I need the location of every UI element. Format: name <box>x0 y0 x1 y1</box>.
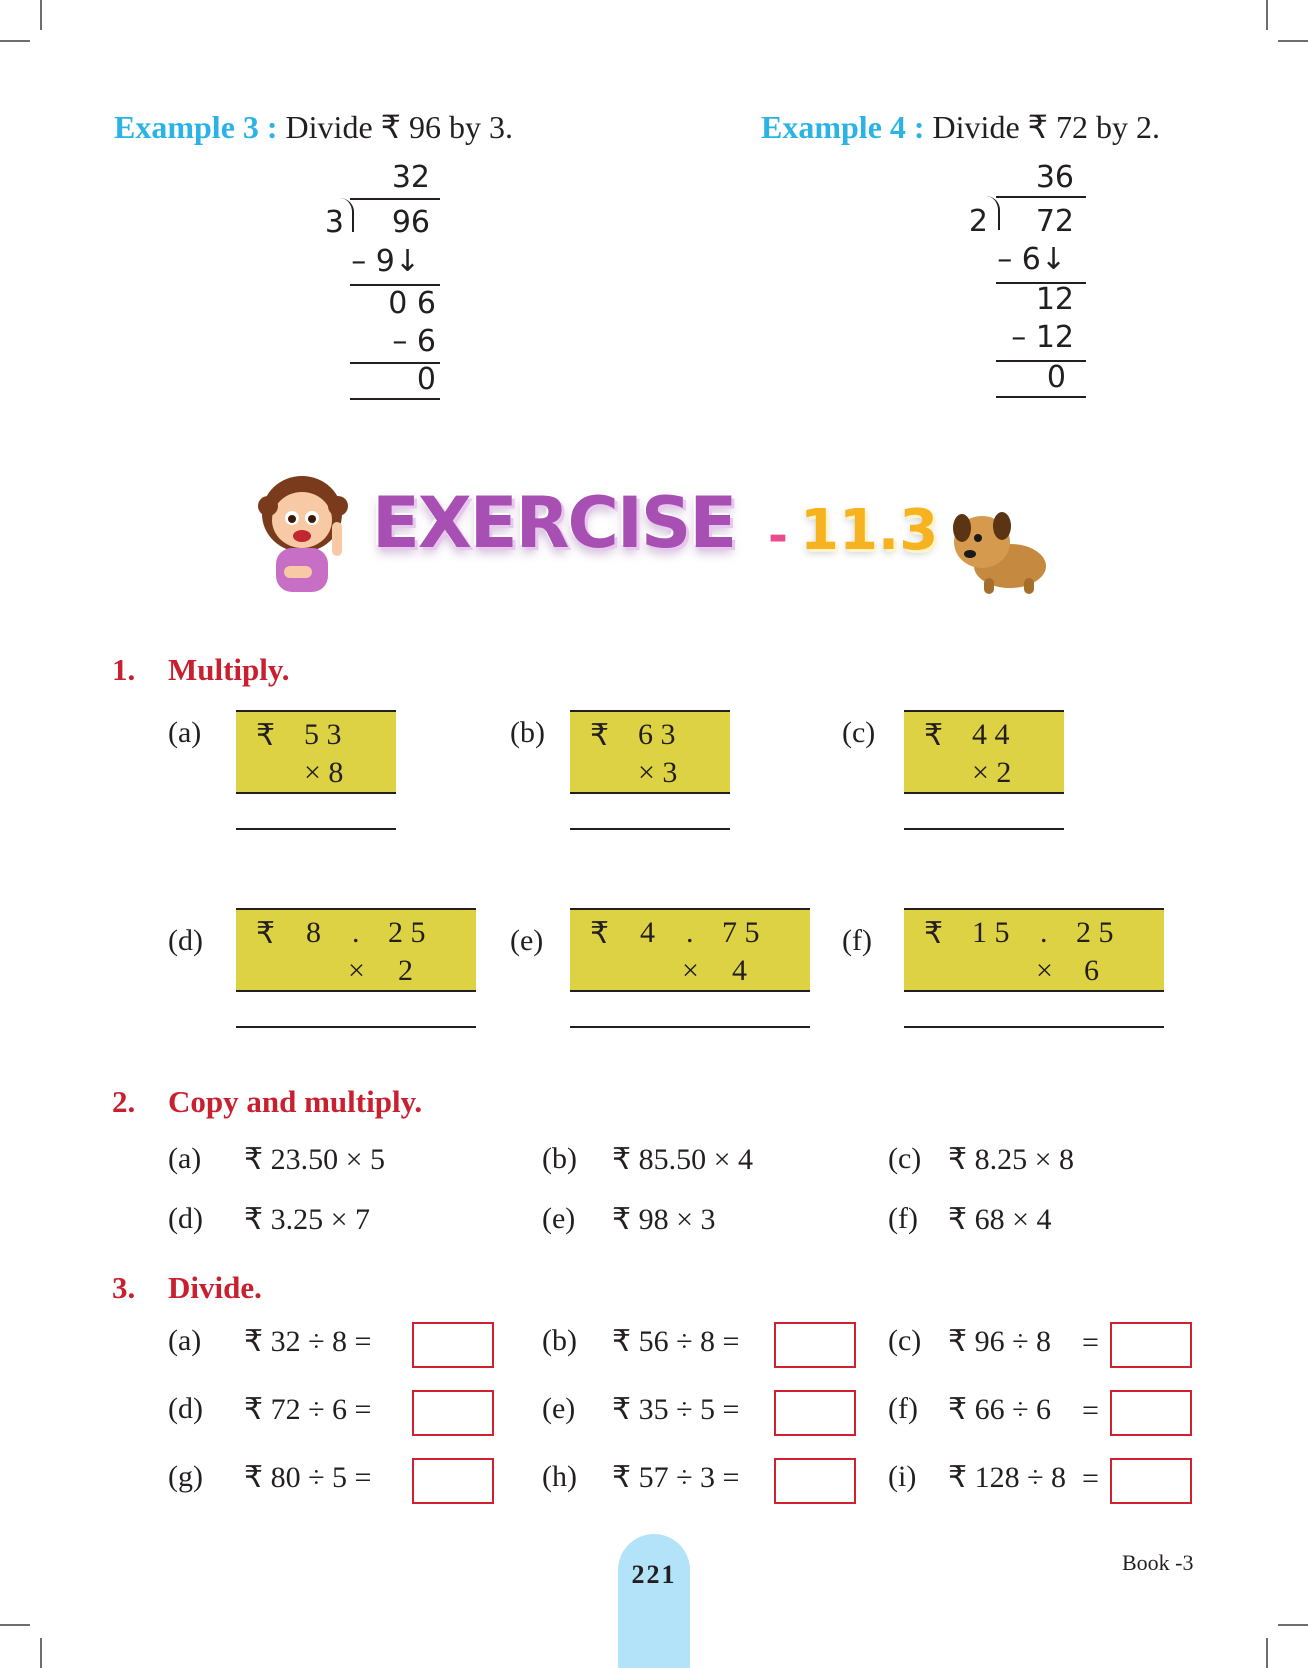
multiplier: 2 <box>398 954 413 987</box>
crop-mark <box>40 0 42 30</box>
question-2-title: Copy and multiply. <box>168 1084 423 1119</box>
question-3-title: Divide. <box>168 1270 262 1305</box>
multiply-box-c <box>904 710 1064 794</box>
rule <box>350 398 440 400</box>
fraction-part: 2 5 <box>1076 916 1114 949</box>
expression: ₹ 3.25 × 7 <box>244 1203 371 1236</box>
expression: ₹ 80 ÷ 5 = <box>244 1461 372 1494</box>
multiply-box-b <box>570 710 730 794</box>
rupee-symbol: ₹ <box>590 917 610 950</box>
exercise-number: 11.3 <box>800 498 939 563</box>
rupee-symbol: ₹ <box>256 719 276 752</box>
question-1-number: 1. <box>112 652 136 687</box>
example-3-title <box>114 108 513 146</box>
expression: ₹ 68 × 4 <box>948 1203 1052 1236</box>
division-bracket <box>340 198 354 232</box>
multiplicand: 5 3 <box>304 718 342 751</box>
division-bracket <box>986 196 1000 230</box>
item-label: (e) <box>542 1202 576 1235</box>
item-label: (e) <box>542 1392 576 1425</box>
times-sign: × <box>348 954 365 987</box>
item-label: (c) <box>888 1142 922 1175</box>
expression: ₹ 85.50 × 4 <box>612 1143 754 1176</box>
answer-line[interactable] <box>904 828 1064 830</box>
remainder-1: 12 <box>1035 282 1074 317</box>
multiplier: × 8 <box>304 756 344 789</box>
answer-line[interactable] <box>570 1026 810 1028</box>
example-text: Divide ₹ 72 by 2. <box>924 109 1160 145</box>
book-label: Book -3 <box>1122 1550 1194 1575</box>
crop-mark <box>1266 1638 1268 1668</box>
decimal-point: . <box>686 916 694 949</box>
answer-box[interactable] <box>774 1458 856 1504</box>
multiplier: 4 <box>732 954 747 987</box>
answer-box[interactable] <box>1110 1322 1192 1368</box>
girl-illustration <box>254 466 364 594</box>
divisor: 3 <box>324 205 344 240</box>
answer-line[interactable] <box>236 828 396 830</box>
answer-line[interactable] <box>904 1026 1164 1028</box>
expression: ₹ 57 ÷ 3 = <box>612 1461 740 1494</box>
page-number: 221 <box>631 1560 677 1589</box>
question-1-title: Multiply. <box>168 652 290 687</box>
multiply-box-e <box>570 908 810 992</box>
equals-sign: = <box>1082 1394 1099 1427</box>
item-label: (g) <box>168 1460 203 1493</box>
multiply-box-f <box>904 908 1164 992</box>
rupee-symbol: ₹ <box>924 719 944 752</box>
multiplier: 6 <box>1084 954 1099 987</box>
expression: ₹ 98 × 3 <box>612 1203 716 1236</box>
expression: ₹ 8.25 × 8 <box>948 1143 1075 1176</box>
item-label: (b) <box>542 1142 577 1175</box>
equals-sign: = <box>1082 1326 1099 1359</box>
item-label: (a) <box>168 1142 202 1175</box>
answer-box[interactable] <box>1110 1390 1192 1436</box>
item-label: (f) <box>888 1392 918 1425</box>
rupee-symbol: ₹ <box>590 719 610 752</box>
quotient: 32 <box>391 160 430 195</box>
multiplier: × 2 <box>972 756 1012 789</box>
expression: ₹ 128 ÷ 8 <box>948 1461 1067 1494</box>
remainder-1: 0 6 <box>388 286 436 321</box>
crop-mark <box>40 1638 42 1668</box>
item-label: (h) <box>542 1460 577 1493</box>
item-label: (b) <box>510 716 545 749</box>
decimal-point: . <box>352 916 360 949</box>
crop-mark <box>1278 40 1308 42</box>
times-sign: × <box>1036 954 1053 987</box>
item-label: (b) <box>542 1324 577 1357</box>
item-label: (f) <box>888 1202 918 1235</box>
item-label: (c) <box>842 716 876 749</box>
answer-box[interactable] <box>774 1390 856 1436</box>
expression: ₹ 56 ÷ 8 = <box>612 1325 740 1358</box>
whole-part: 1 5 <box>972 916 1010 949</box>
exercise-word: EXERCISE <box>372 482 736 564</box>
rupee-symbol: ₹ <box>256 917 276 950</box>
answer-box[interactable] <box>774 1322 856 1368</box>
divisor: 2 <box>968 204 988 239</box>
expression: ₹ 96 ÷ 8 <box>948 1325 1052 1358</box>
multiplier: × 3 <box>638 756 678 789</box>
answer-line[interactable] <box>570 828 730 830</box>
answer-box[interactable] <box>1110 1458 1192 1504</box>
multiply-box-d <box>236 908 476 992</box>
example-4-title <box>761 108 1160 146</box>
dividend: 96 <box>391 205 430 240</box>
dog-illustration <box>950 508 1050 598</box>
whole-part: 4 <box>640 916 655 949</box>
whole-part: 8 <box>306 916 321 949</box>
item-label: (a) <box>168 1324 202 1357</box>
example-label: Example 3 : <box>114 109 278 145</box>
divide-rule <box>996 196 1086 198</box>
crop-mark <box>0 1624 30 1626</box>
item-label: (f) <box>842 924 872 957</box>
divide-rule <box>350 198 440 200</box>
multiplicand: 6 3 <box>638 718 676 751</box>
expression: ₹ 66 ÷ 6 <box>948 1393 1052 1426</box>
exercise-dash: - <box>768 508 788 564</box>
fraction-part: 7 5 <box>722 916 760 949</box>
question-3-number: 3. <box>112 1270 136 1305</box>
item-label: (d) <box>168 1202 203 1235</box>
rule <box>996 396 1086 398</box>
subtract-step-2: – 6 <box>392 324 436 359</box>
subtract-step-1: – 9↓ <box>351 244 420 279</box>
item-label: (c) <box>888 1324 922 1357</box>
crop-mark <box>1266 0 1268 30</box>
item-label: (d) <box>168 1392 203 1425</box>
example-label: Example 4 : <box>761 109 925 145</box>
rupee-symbol: ₹ <box>924 917 944 950</box>
quotient: 36 <box>1035 160 1074 195</box>
question-2-number: 2. <box>112 1084 136 1119</box>
item-label: (e) <box>510 924 544 957</box>
expression: ₹ 32 ÷ 8 = <box>244 1325 372 1358</box>
dividend: 72 <box>1035 204 1074 239</box>
times-sign: × <box>682 954 699 987</box>
item-label: (a) <box>168 716 202 749</box>
subtract-step-1: – 6↓ <box>997 242 1066 277</box>
example-text: Divide ₹ 96 by 3. <box>277 109 513 145</box>
crop-mark <box>1278 1624 1308 1626</box>
remainder-2: 0 <box>1046 360 1066 395</box>
subtract-step-2: – 12 <box>1011 320 1074 355</box>
answer-box[interactable] <box>412 1390 494 1436</box>
multiply-box-a <box>236 710 396 794</box>
expression: ₹ 35 ÷ 5 = <box>612 1393 740 1426</box>
answer-box[interactable] <box>412 1322 494 1368</box>
equals-sign: = <box>1082 1462 1099 1495</box>
expression: ₹ 23.50 × 5 <box>244 1143 386 1176</box>
answer-box[interactable] <box>412 1458 494 1504</box>
expression: ₹ 72 ÷ 6 = <box>244 1393 372 1426</box>
answer-line[interactable] <box>236 1026 476 1028</box>
item-label: (d) <box>168 924 203 957</box>
crop-mark <box>0 40 30 42</box>
page-number-tab <box>618 1534 690 1668</box>
decimal-point: . <box>1040 916 1048 949</box>
item-label: (i) <box>888 1460 917 1493</box>
fraction-part: 2 5 <box>388 916 426 949</box>
remainder-2: 0 <box>416 362 436 397</box>
multiplicand: 4 4 <box>972 718 1010 751</box>
